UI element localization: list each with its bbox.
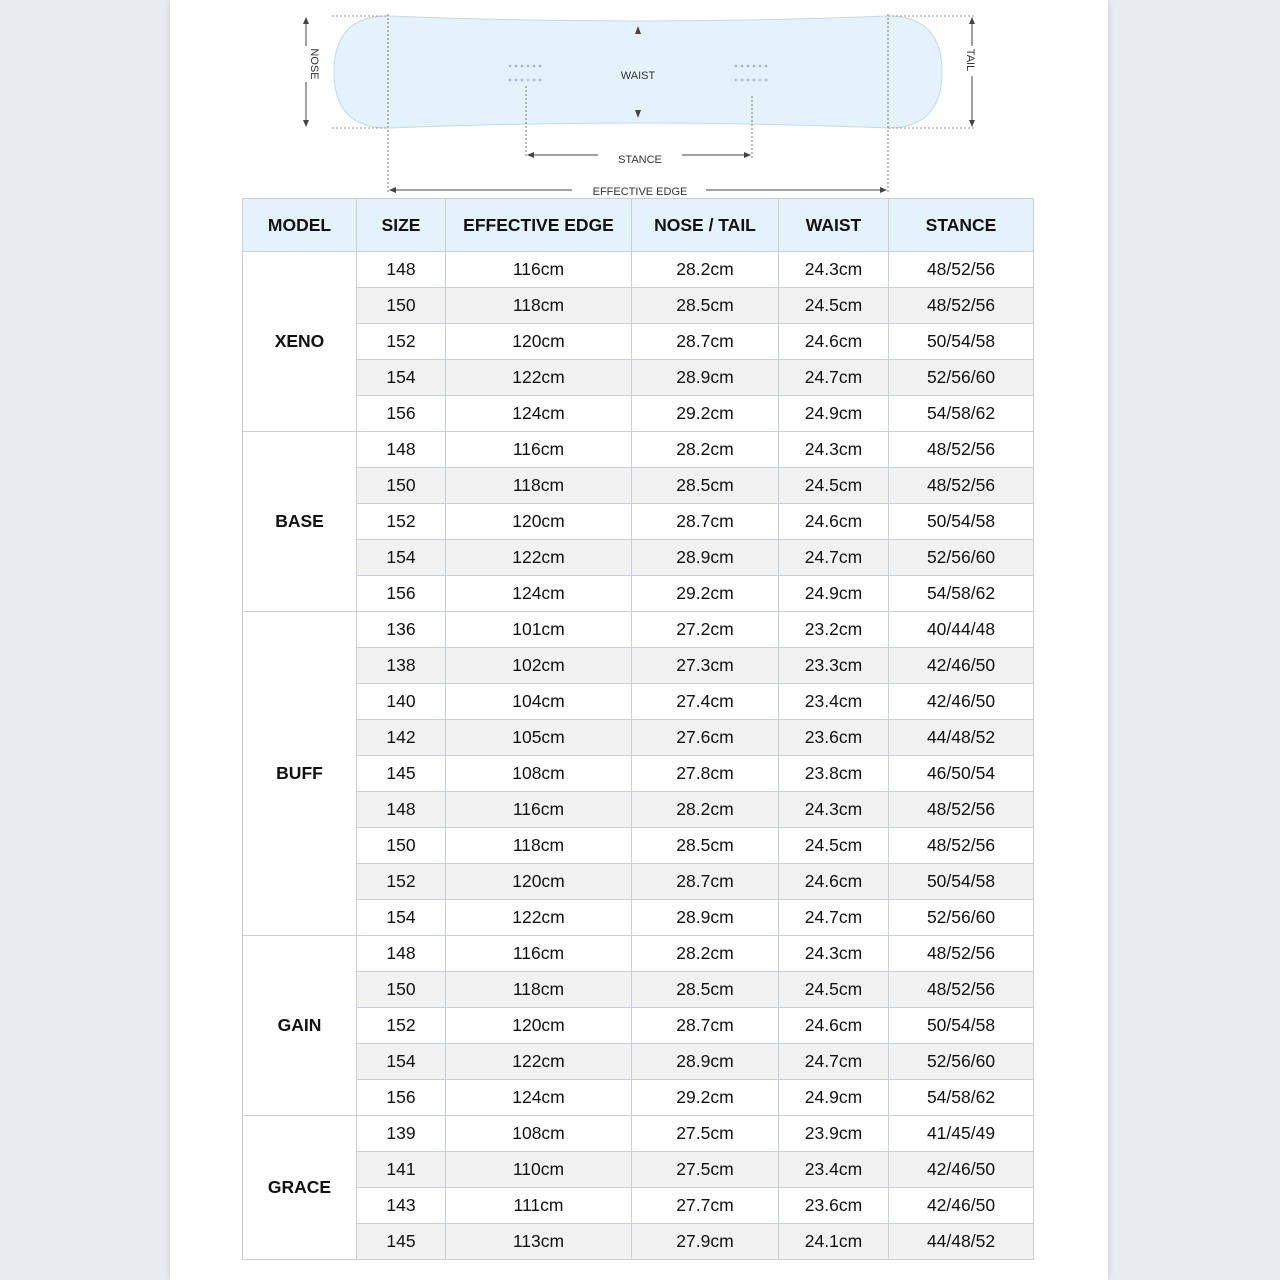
- waist-cell: 23.6cm: [779, 720, 889, 756]
- header-effective-edge: EFFECTIVE EDGE: [446, 199, 632, 252]
- stance-cell: 48/52/56: [889, 288, 1034, 324]
- effective-edge-cell: 124cm: [446, 1080, 632, 1116]
- nose-tail-cell: 28.7cm: [632, 504, 779, 540]
- size-cell: 156: [357, 1080, 446, 1116]
- effective-edge-cell: 116cm: [446, 432, 632, 468]
- waist-cell: 23.2cm: [779, 612, 889, 648]
- size-cell: 145: [357, 756, 446, 792]
- size-cell: 154: [357, 540, 446, 576]
- waist-cell: 24.1cm: [779, 1224, 889, 1260]
- effective-edge-cell: 122cm: [446, 900, 632, 936]
- nose-tail-cell: 28.5cm: [632, 972, 779, 1008]
- nose-tail-cell: 27.4cm: [632, 684, 779, 720]
- model-name-cell: GRACE: [243, 1116, 357, 1260]
- header-row: [243, 199, 1034, 252]
- size-cell: 139: [357, 1116, 446, 1152]
- nose-tail-cell: 28.2cm: [632, 252, 779, 288]
- waist-cell: 24.7cm: [779, 360, 889, 396]
- table-row: [243, 900, 1034, 936]
- header-waist: WAIST: [779, 199, 889, 252]
- nose-tail-cell: 28.5cm: [632, 828, 779, 864]
- table-row: [243, 504, 1034, 540]
- table-body: [243, 252, 1034, 1260]
- stance-label: STANCE: [618, 154, 662, 166]
- effective-edge-cell: 120cm: [446, 864, 632, 900]
- snowboard-diagram: [170, 0, 1108, 198]
- size-cell: 140: [357, 684, 446, 720]
- effective-edge-cell: 122cm: [446, 540, 632, 576]
- nose-tail-cell: 29.2cm: [632, 396, 779, 432]
- stance-cell: 40/44/48: [889, 612, 1034, 648]
- table-row: [243, 1188, 1034, 1224]
- stance-cell: 42/46/50: [889, 684, 1034, 720]
- table-row: [243, 1152, 1034, 1188]
- stance-cell: 52/56/60: [889, 900, 1034, 936]
- stance-cell: 48/52/56: [889, 468, 1034, 504]
- waist-cell: 24.7cm: [779, 540, 889, 576]
- size-cell: 136: [357, 612, 446, 648]
- table-row: [243, 972, 1034, 1008]
- effective-edge-cell: 120cm: [446, 504, 632, 540]
- stance-cell: 52/56/60: [889, 360, 1034, 396]
- effective-edge-cell: 102cm: [446, 648, 632, 684]
- stance-cell: 48/52/56: [889, 972, 1034, 1008]
- waist-cell: 23.4cm: [779, 684, 889, 720]
- effective-edge-cell: 122cm: [446, 360, 632, 396]
- nose-tail-cell: 27.7cm: [632, 1188, 779, 1224]
- size-cell: 143: [357, 1188, 446, 1224]
- header-model: MODEL: [243, 199, 357, 252]
- effective-edge-cell: 118cm: [446, 468, 632, 504]
- stance-cell: 50/54/58: [889, 1008, 1034, 1044]
- stance-cell: 52/56/60: [889, 540, 1034, 576]
- effective-edge-cell: 105cm: [446, 720, 632, 756]
- size-cell: 150: [357, 468, 446, 504]
- waist-cell: 24.7cm: [779, 900, 889, 936]
- stance-cell: 52/56/60: [889, 1044, 1034, 1080]
- effective-edge-cell: 120cm: [446, 324, 632, 360]
- waist-cell: 24.3cm: [779, 432, 889, 468]
- table-row: [243, 612, 1034, 648]
- waist-cell: 23.9cm: [779, 1116, 889, 1152]
- size-cell: 152: [357, 324, 446, 360]
- size-cell: 156: [357, 396, 446, 432]
- waist-cell: 24.9cm: [779, 1080, 889, 1116]
- nose-tail-cell: 27.6cm: [632, 720, 779, 756]
- effective-edge-cell: 116cm: [446, 252, 632, 288]
- table-row: [243, 540, 1034, 576]
- effective-edge-cell: 118cm: [446, 828, 632, 864]
- table-row: [243, 684, 1034, 720]
- waist-cell: 23.6cm: [779, 1188, 889, 1224]
- table-row: [243, 936, 1034, 972]
- stance-cell: 42/46/50: [889, 648, 1034, 684]
- nose-tail-cell: 27.8cm: [632, 756, 779, 792]
- waist-cell: 24.6cm: [779, 504, 889, 540]
- size-cell: 152: [357, 1008, 446, 1044]
- waist-cell: 24.5cm: [779, 288, 889, 324]
- table-row: [243, 792, 1034, 828]
- table-row: [243, 648, 1034, 684]
- model-name-cell: BASE: [243, 432, 357, 612]
- effective-edge-cell: 116cm: [446, 792, 632, 828]
- model-name-cell: XENO: [243, 252, 357, 432]
- size-cell: 148: [357, 936, 446, 972]
- stance-cell: 50/54/58: [889, 864, 1034, 900]
- table-row: [243, 396, 1034, 432]
- nose-tail-cell: 28.5cm: [632, 468, 779, 504]
- stance-cell: 48/52/56: [889, 432, 1034, 468]
- nose-tail-cell: 28.2cm: [632, 792, 779, 828]
- table-row: [243, 288, 1034, 324]
- table-row: [243, 864, 1034, 900]
- size-cell: 148: [357, 252, 446, 288]
- nose-tail-cell: 27.5cm: [632, 1116, 779, 1152]
- waist-label: WAIST: [620, 70, 656, 82]
- nose-tail-cell: 28.5cm: [632, 288, 779, 324]
- nose-tail-cell: 28.7cm: [632, 1008, 779, 1044]
- table-row: [243, 432, 1034, 468]
- waist-cell: 23.4cm: [779, 1152, 889, 1188]
- effective-edge-cell: 108cm: [446, 1116, 632, 1152]
- nose-tail-cell: 28.2cm: [632, 432, 779, 468]
- model-name-cell: GAIN: [243, 936, 357, 1116]
- stance-cell: 44/48/52: [889, 720, 1034, 756]
- effective-edge-cell: 116cm: [446, 936, 632, 972]
- nose-tail-cell: 28.2cm: [632, 936, 779, 972]
- waist-cell: 24.6cm: [779, 1008, 889, 1044]
- effective-edge-cell: 124cm: [446, 576, 632, 612]
- nose-tail-cell: 28.7cm: [632, 864, 779, 900]
- tail-label: TAIL: [964, 48, 976, 72]
- nose-tail-cell: 27.5cm: [632, 1152, 779, 1188]
- size-cell: 154: [357, 360, 446, 396]
- waist-cell: 24.5cm: [779, 972, 889, 1008]
- size-cell: 148: [357, 792, 446, 828]
- size-cell: 141: [357, 1152, 446, 1188]
- size-cell: 142: [357, 720, 446, 756]
- nose-tail-cell: 28.9cm: [632, 900, 779, 936]
- table-row: [243, 468, 1034, 504]
- waist-cell: 24.5cm: [779, 828, 889, 864]
- table-row: [243, 1224, 1034, 1260]
- effective-edge-cell: 111cm: [446, 1188, 632, 1224]
- table-row: [243, 324, 1034, 360]
- table-row: [243, 828, 1034, 864]
- waist-cell: 24.3cm: [779, 252, 889, 288]
- waist-cell: 24.5cm: [779, 468, 889, 504]
- stance-cell: 54/58/62: [889, 576, 1034, 612]
- table-row: [243, 756, 1034, 792]
- waist-cell: 24.7cm: [779, 1044, 889, 1080]
- size-cell: 145: [357, 1224, 446, 1260]
- stance-cell: 48/52/56: [889, 828, 1034, 864]
- header-stance: STANCE: [889, 199, 1034, 252]
- size-chart-table: [242, 198, 1034, 1260]
- effective-edge-label: EFFECTIVE EDGE: [592, 186, 688, 198]
- stance-cell: 46/50/54: [889, 756, 1034, 792]
- spec-sheet: [170, 0, 1108, 1280]
- nose-label: NOSE: [308, 48, 320, 80]
- size-cell: 156: [357, 576, 446, 612]
- size-cell: 152: [357, 864, 446, 900]
- size-cell: 138: [357, 648, 446, 684]
- size-cell: 154: [357, 900, 446, 936]
- stance-cell: 48/52/56: [889, 252, 1034, 288]
- nose-tail-cell: 28.9cm: [632, 540, 779, 576]
- waist-cell: 24.3cm: [779, 792, 889, 828]
- size-cell: 150: [357, 288, 446, 324]
- size-cell: 154: [357, 1044, 446, 1080]
- size-cell: 150: [357, 828, 446, 864]
- effective-edge-cell: 110cm: [446, 1152, 632, 1188]
- stance-cell: 48/52/56: [889, 936, 1034, 972]
- effective-edge-cell: 124cm: [446, 396, 632, 432]
- table-row: [243, 360, 1034, 396]
- stance-cell: 48/52/56: [889, 792, 1034, 828]
- effective-edge-cell: 118cm: [446, 288, 632, 324]
- table-row: [243, 576, 1034, 612]
- waist-cell: 24.6cm: [779, 324, 889, 360]
- table-row: [243, 1008, 1034, 1044]
- table-row: [243, 720, 1034, 756]
- waist-cell: 24.6cm: [779, 864, 889, 900]
- stance-cell: 41/45/49: [889, 1116, 1034, 1152]
- header-size: SIZE: [357, 199, 446, 252]
- nose-tail-cell: 27.3cm: [632, 648, 779, 684]
- stance-cell: 42/46/50: [889, 1188, 1034, 1224]
- stance-cell: 42/46/50: [889, 1152, 1034, 1188]
- effective-edge-cell: 122cm: [446, 1044, 632, 1080]
- size-cell: 148: [357, 432, 446, 468]
- table-header: [243, 199, 1034, 252]
- waist-cell: 24.9cm: [779, 396, 889, 432]
- table-row: [243, 1044, 1034, 1080]
- waist-cell: 23.8cm: [779, 756, 889, 792]
- model-name-cell: BUFF: [243, 612, 357, 936]
- effective-edge-cell: 108cm: [446, 756, 632, 792]
- size-cell: 152: [357, 504, 446, 540]
- stance-cell: 50/54/58: [889, 324, 1034, 360]
- snowboard-diagram-svg: [170, 0, 1108, 198]
- table-row: [243, 1080, 1034, 1116]
- stance-cell: 44/48/52: [889, 1224, 1034, 1260]
- effective-edge-cell: 118cm: [446, 972, 632, 1008]
- nose-tail-cell: 28.9cm: [632, 360, 779, 396]
- nose-tail-cell: 28.7cm: [632, 324, 779, 360]
- nose-tail-cell: 29.2cm: [632, 576, 779, 612]
- waist-cell: 24.9cm: [779, 576, 889, 612]
- nose-tail-cell: 29.2cm: [632, 1080, 779, 1116]
- nose-tail-cell: 28.9cm: [632, 1044, 779, 1080]
- effective-edge-cell: 113cm: [446, 1224, 632, 1260]
- nose-tail-cell: 27.2cm: [632, 612, 779, 648]
- stance-cell: 50/54/58: [889, 504, 1034, 540]
- nose-tail-cell: 27.9cm: [632, 1224, 779, 1260]
- table-row: [243, 252, 1034, 288]
- waist-cell: 23.3cm: [779, 648, 889, 684]
- stance-cell: 54/58/62: [889, 1080, 1034, 1116]
- size-cell: 150: [357, 972, 446, 1008]
- stance-cell: 54/58/62: [889, 396, 1034, 432]
- table-row: [243, 1116, 1034, 1152]
- header-nose-tail: NOSE / TAIL: [632, 199, 779, 252]
- effective-edge-cell: 101cm: [446, 612, 632, 648]
- effective-edge-cell: 104cm: [446, 684, 632, 720]
- effective-edge-cell: 120cm: [446, 1008, 632, 1044]
- waist-cell: 24.3cm: [779, 936, 889, 972]
